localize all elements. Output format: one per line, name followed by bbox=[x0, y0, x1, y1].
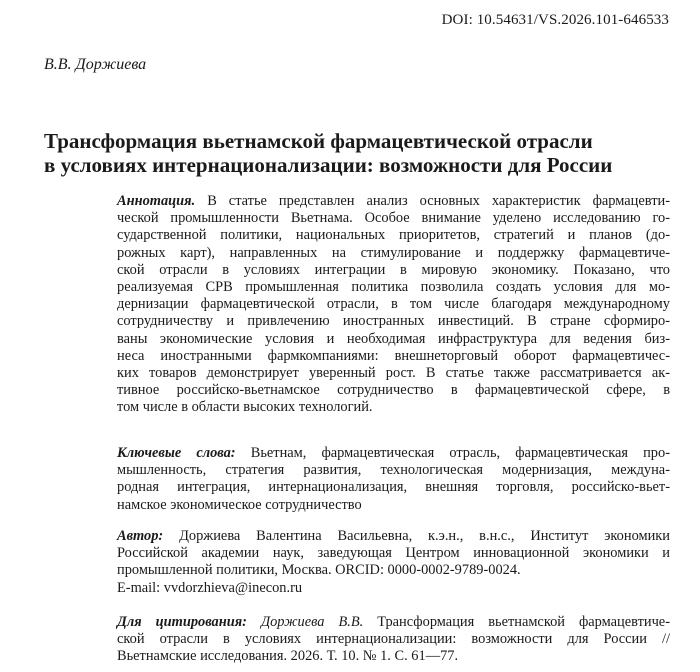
abstract-label: Аннотация. bbox=[117, 193, 196, 209]
abstract-line: дернизации фармацевтической отрасли, в том числе благодаря международному bbox=[117, 296, 670, 313]
keywords-first-line bbox=[117, 445, 670, 462]
abstract-section bbox=[117, 193, 670, 417]
keywords-line: мышленность, стратегия развития, технологическая модернизация, междуна- bbox=[117, 462, 670, 479]
citation-section bbox=[117, 614, 670, 666]
abstract-line: реализуемая СРВ промышленная политика позволила создать условия для мо- bbox=[117, 279, 670, 296]
title-line: Трансформация вьетнамской фармацевтической отрасли bbox=[44, 129, 593, 153]
author-info-line: Российской академии наук, заведующая Центром инновационной экономики и bbox=[117, 545, 670, 562]
abstract-line: ческой промышленности Вьетнама. Особое внимание уделено исследованию го- bbox=[117, 210, 670, 227]
citation-line: ской отрасли в условиях интернационализации: возможности для России // bbox=[117, 631, 670, 648]
citation-first-line bbox=[117, 614, 670, 631]
abstract-line: неса иностранными фармкомпаниями: внешнеторговый оборот фармацевтичес- bbox=[117, 347, 670, 364]
abstract-line: ской отрасли в условиях интеграции в мировую экономику. Показано, что bbox=[117, 261, 670, 278]
keywords-line: родная интеграция, интернационализация, внешняя торговля, российско-вьет- bbox=[117, 479, 670, 496]
citation-authors: Доржиева В.В. bbox=[246, 614, 364, 630]
abstract-line: сотрудничеству и привлечению иностранных инвестиций. В стране сформиро- bbox=[117, 313, 670, 330]
citation-line: Вьетнамские исследования. 2026. Т. 10. № 1. С. 61—77. bbox=[117, 648, 459, 665]
author-email[interactable]: E-mail: vvdorzhieva@inecon.ru bbox=[117, 579, 303, 596]
abstract-line: рожных карт), направленных на стимулирование и поддержку фармацевтиче- bbox=[117, 244, 670, 261]
author-name: В.В. Доржиева bbox=[44, 56, 147, 73]
keywords-label: Ключевые слова: bbox=[117, 445, 236, 461]
citation-label: Для цитирования: bbox=[117, 614, 247, 630]
author-info-line: промышленной политики, Москва. ORCID: 0000-0002-9789-0024. bbox=[117, 562, 521, 579]
author-info-first-line bbox=[117, 528, 670, 545]
abstract-line: тивное российско-вьетнамское сотрудничество в фармацевтической сфере, в bbox=[117, 382, 670, 399]
keywords-line: намское экономическое сотрудничество bbox=[117, 496, 362, 513]
title-line: в условиях интернационализации: возможности для России bbox=[44, 153, 613, 177]
keywords-text: Вьетнам, фармацевтическая отрасль, фармацевтическая про- bbox=[235, 445, 670, 461]
keywords-section bbox=[117, 445, 670, 514]
article-title bbox=[44, 129, 612, 177]
abstract-text: В статье представлен анализ основных характеристик фармацевти- bbox=[195, 193, 670, 209]
author-info-text: Доржиева Валентина Васильевна, к.э.н., в.н.с., Институт экономики bbox=[163, 528, 670, 544]
abstract-line: ких товаров демонстрирует уверенный рост. В статье также рассматривается ак- bbox=[117, 365, 670, 382]
author-info-label: Автор: bbox=[117, 528, 164, 544]
citation-text: Трансформация вьетнамской фармацевтиче- bbox=[363, 614, 670, 630]
author-info-section bbox=[117, 528, 670, 597]
abstract-line: ваны экономические условия и необходимая инфраструктура для ведения биз- bbox=[117, 330, 670, 347]
abstract-line: том числе в области высоких технологий. bbox=[117, 399, 373, 416]
abstract-first-line bbox=[117, 193, 670, 210]
doi-label[interactable]: DOI: 10.54631/VS.2026.101-646533 bbox=[441, 12, 669, 28]
abstract-line: сударственной политики, национальных приоритетов, стратегий и планов (до- bbox=[117, 227, 670, 244]
